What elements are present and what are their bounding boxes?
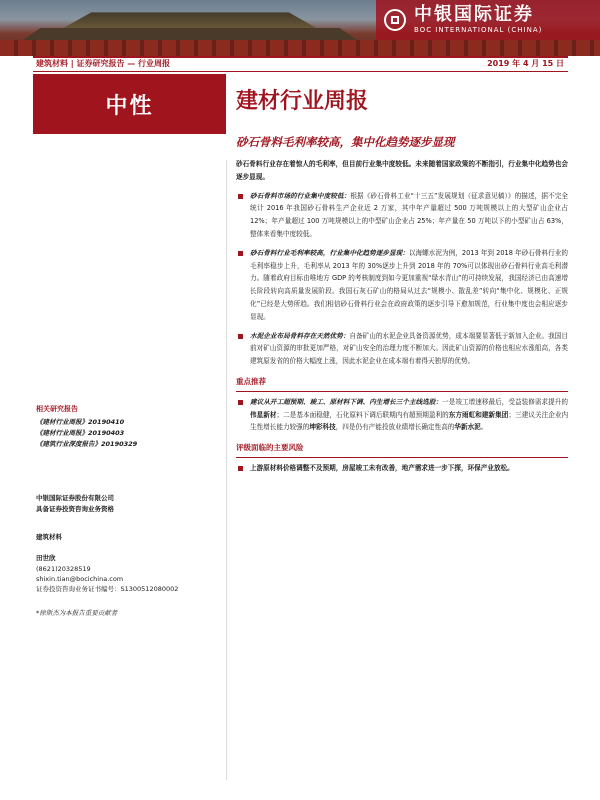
recommend-lead: 建议从开工超预期、竣工、原材料下调、内生增长三个主线选股： xyxy=(250,397,443,406)
stock-name: 伟星新材 xyxy=(250,410,277,419)
logo-chinese-name: 中银国际证券 xyxy=(414,4,534,25)
recommend-section xyxy=(236,376,568,434)
related-report-link[interactable]: 《建材行业周报》20190403 xyxy=(36,429,125,437)
section-divider xyxy=(236,457,568,458)
square-bullet-icon xyxy=(238,466,243,471)
section-divider xyxy=(236,391,568,392)
recommend-text: ，四是仍有产能投放业绩增长确定性高的 xyxy=(335,423,455,432)
recommend-text: ；二是基本面稳健，石化原料下调后联期内有超预期盈利的 xyxy=(276,410,449,419)
square-bullet-icon xyxy=(238,194,243,199)
square-bullet-icon xyxy=(238,400,243,405)
company-logo xyxy=(376,0,600,40)
paragraph-lead: 水泥企业布局骨料存在天然优势： xyxy=(250,331,350,340)
recommend-text: ；三建议关注企业内生性增长能力较强的 xyxy=(250,410,569,432)
org-name: 中银国际证券股份有限公司 xyxy=(36,494,114,502)
logo-english-name: BOC INTERNATIONAL (CHINA) xyxy=(414,26,543,34)
analyst-email[interactable]: shixin.tian@bocichina.com xyxy=(36,575,124,583)
recommend-text: 。 xyxy=(480,423,488,432)
page-title: 建材行业周报 xyxy=(236,89,369,114)
analyst-license: 证券投资咨询业务证书编号：S1300512080002 xyxy=(36,585,179,593)
paragraph-text: 以海螺水泥为例，2013 年到 2018 年砂石骨料行业的毛利率稳步上升，毛利率从 2013 年的 30%逐步上升到 2018 年的 70%可以体现出砂石骨料行业高毛利潜力。随着政府目标由唯地方 GDP 的考核制度到如今更加重视“绿水青山”的可持续发展，我国经济已由高速增长阶段转向高质量发展阶段。我国石灰石矿山的格局从过去“规模小、散乱差”转向“集中化、规模化、正规化”已经是大势所趋。我们相信砂石骨料行业会在政府政策的逐步引导下愈加规范，行业集中度也会相应逐步显现。 xyxy=(250,248,568,321)
recommend-text: 一是竣工增速移最后，受益装修需求提升的 xyxy=(442,397,569,406)
list-item xyxy=(236,396,568,434)
report-date: 2019 年 4 月 15 日 xyxy=(487,59,564,68)
stock-name: 东方雨虹和建新集团 xyxy=(448,410,509,419)
list-item xyxy=(236,462,568,475)
list-item xyxy=(236,247,568,324)
contributor-note: *徐斯杰为本报告重要贡献者 xyxy=(36,609,118,617)
page-subtitle: 砂石骨料毛利率较高，集中化趋势逐步显现 xyxy=(236,135,455,149)
risk-section xyxy=(236,442,568,475)
related-reports xyxy=(36,404,226,450)
related-report-link[interactable]: 《建材行业周报》20190410 xyxy=(36,418,125,426)
paragraph-lead: 砂石骨料市场的行业集中度较低： xyxy=(250,191,351,200)
org-qualification: 具备证券投资咨询业务资格 xyxy=(36,505,114,513)
risk-text: 上游原材料价格调整不及预期，房屋竣工未有改善，地产需求进一步下探，环保产业放松。 xyxy=(250,463,514,472)
paragraph-text: 自备矿山的水泥企业具备资源优势，成本端要显著低于新加入企业。我国目前对矿山资源的审批更加严格，对矿山安全的治理力度不断加大。因此矿山资源的价格也相应水涨船高，各类建筑原发省的价格大幅度上涨，因此水泥企业在成本端有着得天独厚的优势。 xyxy=(250,331,569,366)
section-heading-risk: 评级面临的主要风险 xyxy=(236,443,304,453)
boc-logo-icon xyxy=(384,9,406,31)
section-heading-recommend: 重点推荐 xyxy=(236,376,266,386)
breadcrumb: 建筑材料 | 证券研究报告 — 行业周报 xyxy=(36,59,171,68)
paragraph-lead: 砂石骨料行业毛利率较高，行业集中化趋势逐步显现： xyxy=(250,248,409,257)
related-heading: 相关研究报告 xyxy=(36,405,78,413)
org-info xyxy=(36,493,226,515)
analyst-name: 田世欣 xyxy=(36,554,56,562)
main-content xyxy=(236,158,568,475)
summary-intro: 砂石骨料行业存在着惊人的毛利率，但目前行业集中度较低。未来随着国家政策的不断指引，行业集中化趋势也会逐步显现。 xyxy=(236,160,568,181)
analyst-phone: (8621)20328519 xyxy=(36,565,91,573)
square-bullet-icon xyxy=(238,334,243,339)
palace-wall xyxy=(0,40,600,56)
list-item xyxy=(236,330,568,368)
paragraph-text: 根据《砂石骨料工业“十三五”发展规划（征求意见稿）》的描述，据不完全统计 2016 年我国砂石骨料生产企业近 2 万家，其中年产量超过 500 万吨规模以上的大型矿山企业占 12%；年产量超过 100 万吨规模以上的中型矿山企业占 25%；年产量在 50 万吨以下的小型矿山占 63%，整体来看集中度较低。 xyxy=(250,191,569,238)
square-bullet-icon xyxy=(238,251,243,256)
stock-name: 坤彩科技 xyxy=(309,423,336,432)
palace-roof xyxy=(60,8,320,30)
analyst-info xyxy=(36,532,226,617)
sector-label: 建筑材料 xyxy=(36,533,62,541)
header-divider xyxy=(33,71,568,72)
list-item xyxy=(236,190,568,241)
stock-name: 华新水泥 xyxy=(454,423,481,432)
rating-badge: 中性 xyxy=(33,74,226,134)
related-report-link[interactable]: 《建筑行业深度报告》20190329 xyxy=(36,440,138,448)
column-divider xyxy=(226,160,227,780)
